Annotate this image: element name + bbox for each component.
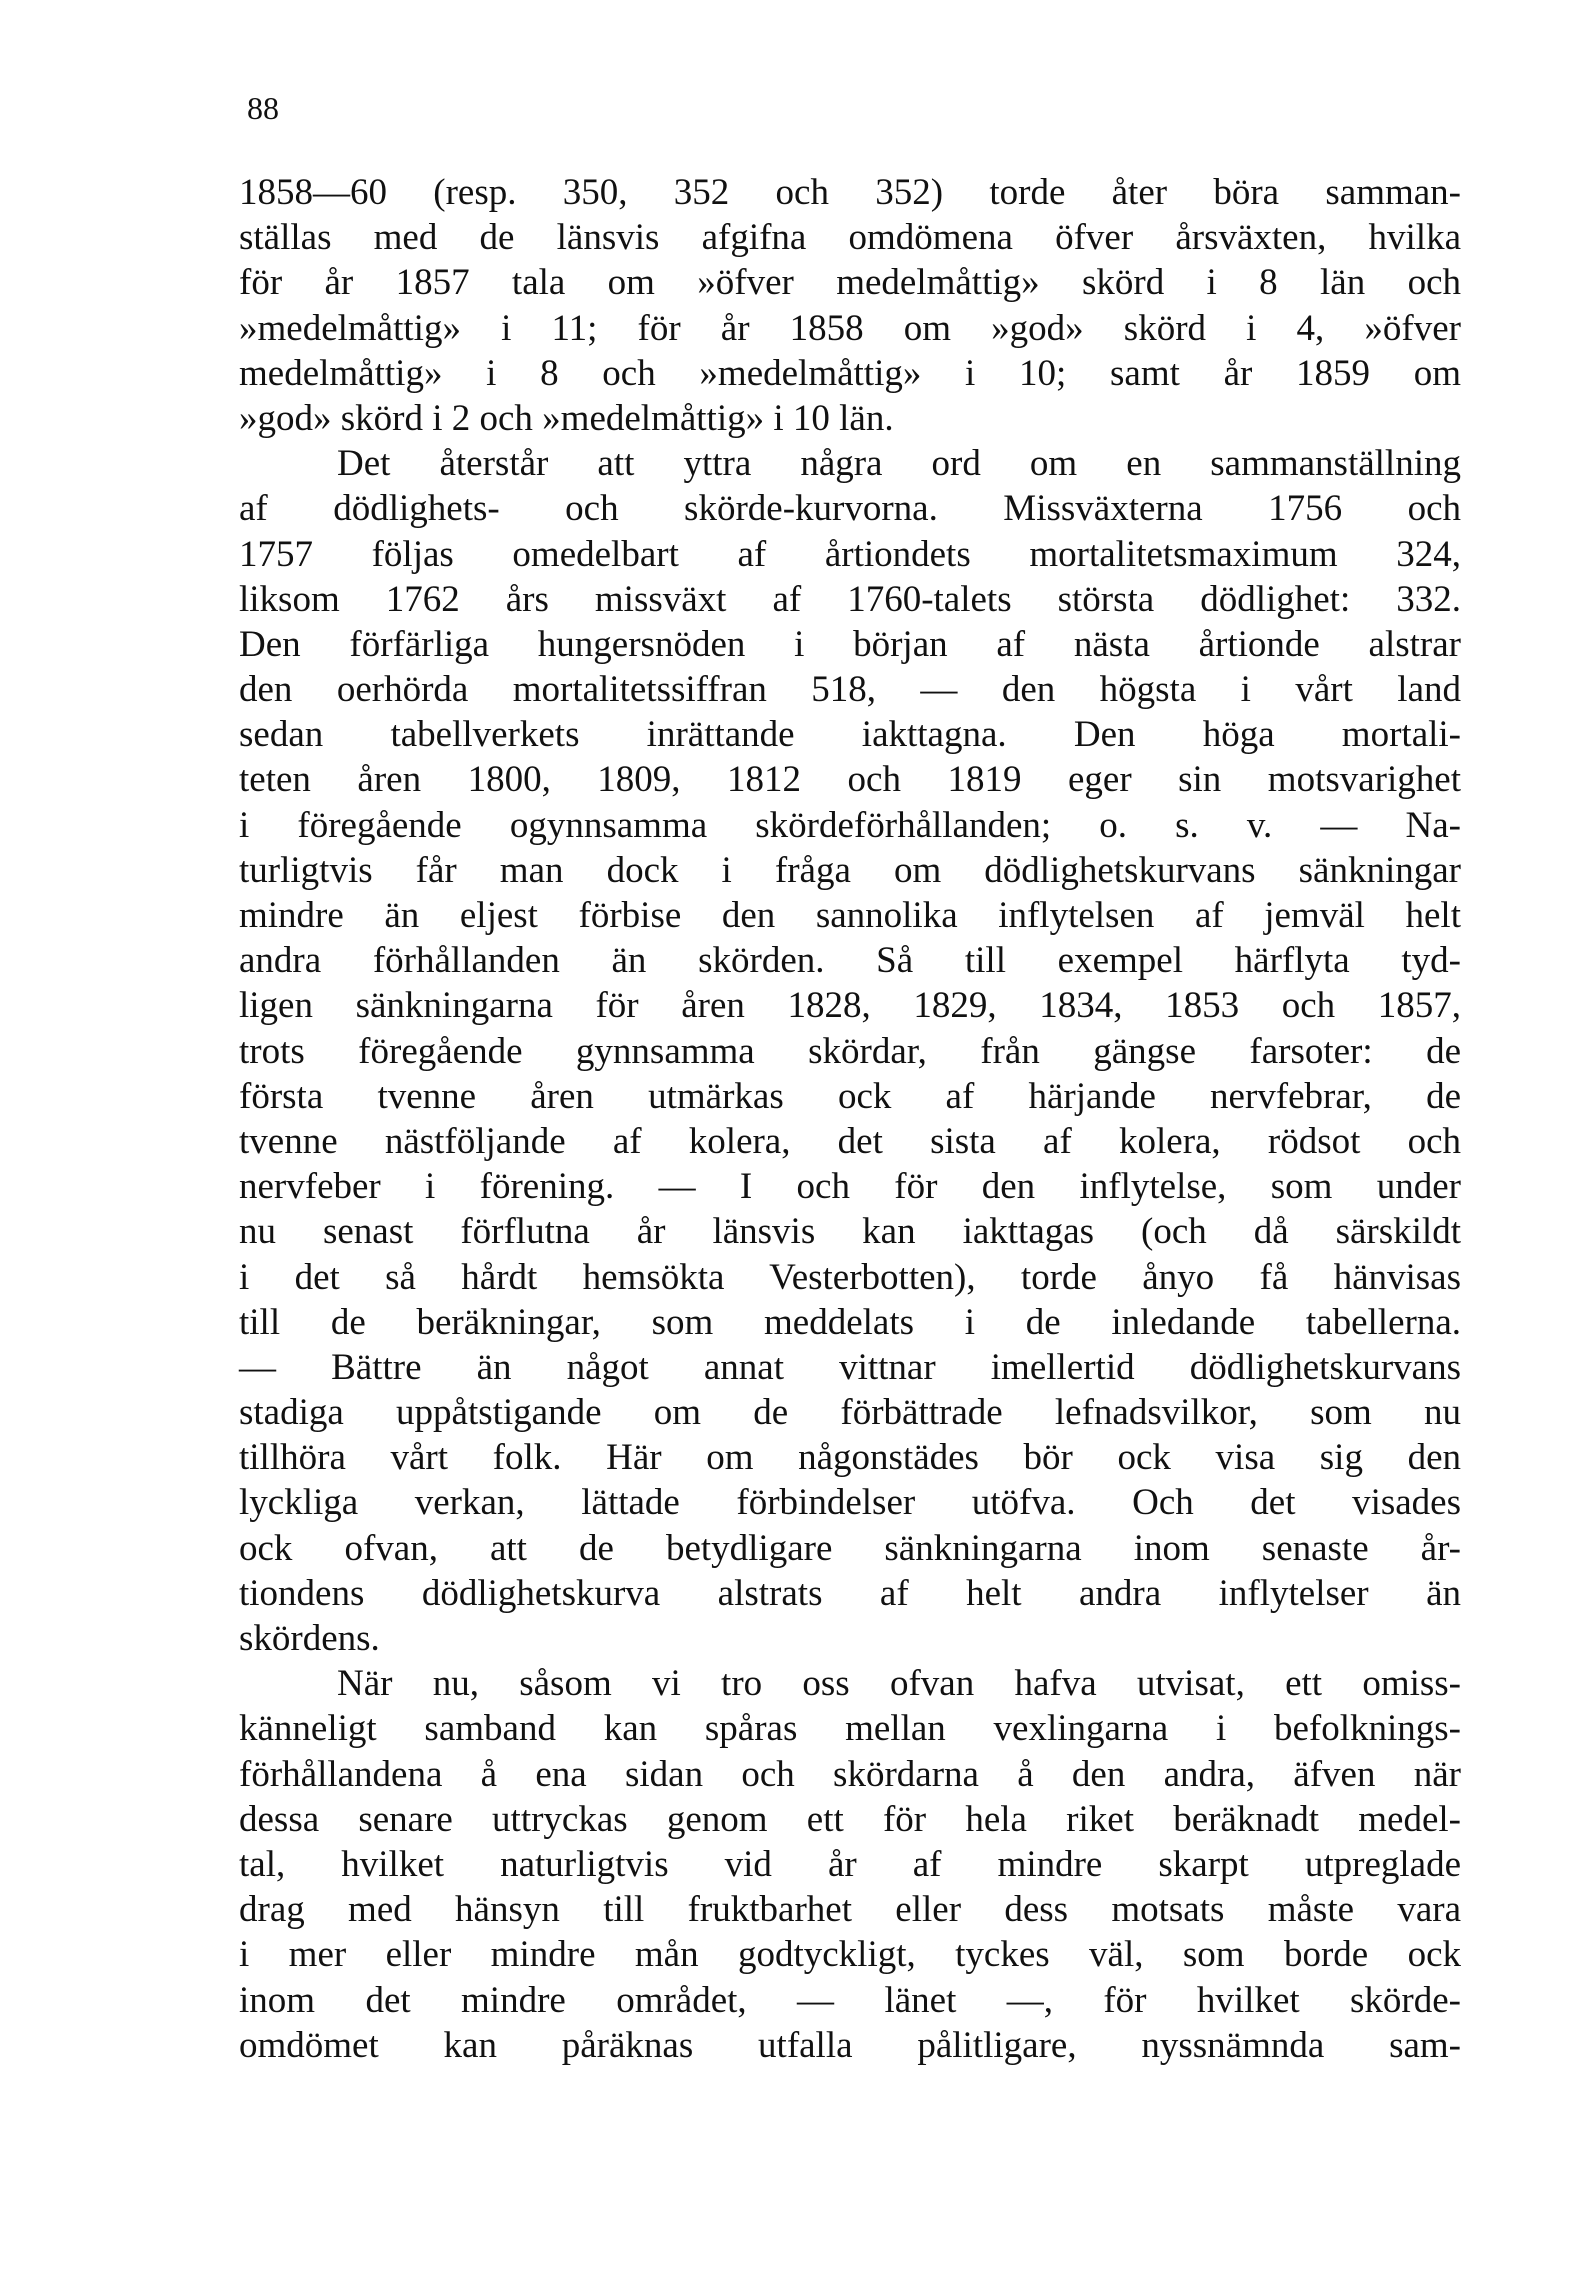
text-line: i det så hårdt hemsökta Vesterbotten), torde ånyo få hänvisas [239, 1256, 1461, 1298]
text-line: af dödlighets- och skörde-kurvorna. Missväxterna 1756 och [239, 488, 1461, 530]
text-line: i föregående ogynnsamma skördeförhållanden; o. s. v. — Na- [239, 804, 1461, 846]
text-line: till de beräkningar, som meddelats i de inledande tabellerna. [239, 1301, 1461, 1343]
text-line: första tvenne åren utmärkas ock af härjande nervfebrar, de [239, 1075, 1461, 1117]
text-line: inom det mindre området, — länet —, för hvilket skörde- [239, 1979, 1461, 2021]
text-line: 1757 följas omedelbart af årtiondets mortalitetsmaximum 324, [239, 533, 1461, 575]
text-line: tvenne nästföljande af kolera, det sista af kolera, rödsot och [239, 1120, 1461, 1162]
text-line: lyckliga verkan, lättade förbindelser utöfva. Och det visades [239, 1482, 1461, 1524]
text-line: omdömet kan påräknas utfalla pålitligare, nyssnämnda sam- [239, 2024, 1461, 2066]
text-line: ock ofvan, att de betydligare sänkningarna inom senaste år- [239, 1527, 1461, 1569]
text-line: — Bättre än något annat vittnar imellertid dödlighetskurvans [239, 1346, 1461, 1388]
paragraph-2 [239, 441, 1461, 1661]
text-line: mindre än eljest förbise den sannolika inflytelsen af jemväl helt [239, 895, 1461, 936]
text-line: När nu, såsom vi tro oss ofvan hafva utvisat, ett omiss- [337, 1663, 1461, 1705]
text-line: tal, hvilket naturligtvis vid år af mindre skarpt utpreglade [239, 1843, 1461, 1885]
text-line: »god» skörd i 2 och »medelmåttig» i 10 län. [239, 397, 894, 439]
text-line: Den förfärliga hungersnöden i början af nästa årtionde alstrar [239, 623, 1461, 665]
text-line: medelmåttig» i 8 och »medelmåttig» i 10; samt år 1859 om [239, 352, 1461, 394]
text-line: för år 1857 tala om »öfver medelmåttig» skörd i 8 län och [239, 262, 1461, 304]
paragraph-3 [239, 1661, 1461, 2068]
text-line: tiondens dödlighetskurva alstrats af helt andra inflytelser än [239, 1572, 1461, 1614]
text-line: känneligt samband kan spåras mellan vexlingarna i befolknings- [239, 1708, 1461, 1750]
text-line: dessa senare uttryckas genom ett för hela riket beräknadt medel- [239, 1798, 1461, 1840]
body-text [239, 170, 1461, 2068]
text-line: »medelmåttig» i 11; för år 1858 om »god» skörd i 4, »öfver [239, 307, 1461, 349]
text-line: trots föregående gynnsamma skördar, från gängse farsoter: de [239, 1030, 1461, 1072]
text-line: andra förhållanden än skörden. Så till exempel härflyta tyd- [239, 940, 1461, 982]
text-line: turligtvis får man dock i fråga om dödlighetskurvans sänkningar [239, 849, 1461, 891]
text-line: förhållandena å ena sidan och skördarna å den andra, äfven när [239, 1753, 1461, 1795]
text-line: drag med hänsyn till fruktbarhet eller dess motsats måste vara [239, 1889, 1461, 1931]
text-line: tillhöra vårt folk. Här om någonstädes bör ock visa sig den [239, 1437, 1461, 1479]
text-line: ligen sänkningarna för åren 1828, 1829, 1834, 1853 och 1857, [239, 985, 1461, 1027]
text-line: skördens. [239, 1618, 380, 1659]
text-line: liksom 1762 års missväxt af 1760-talets största dödlighet: 332. [239, 578, 1461, 620]
page-number: 88 [247, 90, 279, 126]
text-line: 1858—60 (resp. 350, 352 och 352) torde åter böra samman- [239, 172, 1461, 213]
text-line: ställas med de länsvis afgifna omdömena öfver årsväxten, hvilka [239, 217, 1461, 259]
text-line: den oerhörda mortalitetssiffran 518, — den högsta i vårt land [239, 669, 1461, 711]
text-line: sedan tabellverkets inrättande iakttagna. Den höga mortali- [239, 714, 1461, 756]
text-line: stadiga uppåtstigande om de förbättrade lefnadsvilkor, som nu [239, 1392, 1461, 1434]
text-line: nervfeber i förening. — I och för den inflytelse, som under [239, 1166, 1461, 1208]
text-line: teten åren 1800, 1809, 1812 och 1819 eger sin motsvarighet [239, 759, 1461, 801]
text-line: i mer eller mindre mån godtyckligt, tyckes väl, som borde ock [239, 1934, 1461, 1976]
text-line: Det återstår att yttra några ord om en sammanställning [337, 443, 1461, 485]
text-line: nu senast förflutna år länsvis kan iakttagas (och då särskildt [239, 1211, 1461, 1253]
paragraph-1 [239, 170, 1461, 441]
